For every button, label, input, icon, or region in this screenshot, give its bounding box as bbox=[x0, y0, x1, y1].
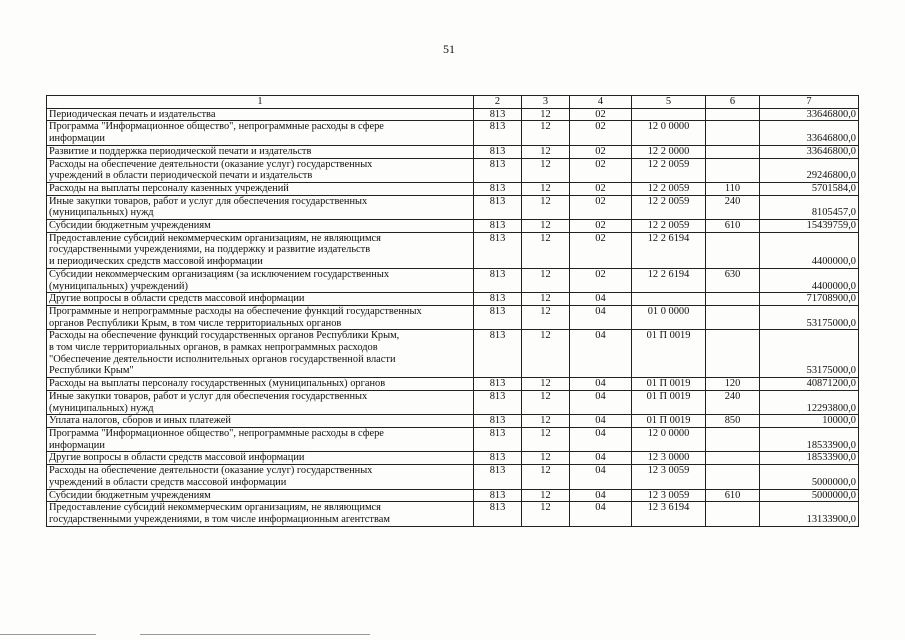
header-cell: 5 bbox=[632, 96, 706, 109]
expense-type-cell bbox=[706, 293, 760, 306]
item-name-cell bbox=[47, 232, 474, 268]
amount-cell: 18533900,0 bbox=[760, 427, 859, 451]
amount-cell: 5000000,0 bbox=[760, 489, 859, 502]
item-name-line: Предоставление субсидий некоммерческим организациям, не являющимся bbox=[49, 502, 381, 514]
subsection-code-cell: 04 bbox=[570, 489, 632, 502]
admin-code-cell: 813 bbox=[474, 452, 522, 465]
section-code-cell: 12 bbox=[522, 293, 570, 306]
target-article-cell: 12 2 0059 bbox=[632, 220, 706, 233]
item-name-cell bbox=[47, 158, 474, 182]
subsection-code-cell: 04 bbox=[570, 502, 632, 526]
item-name-line: Другие вопросы в области средств массовой информации bbox=[49, 293, 305, 305]
target-article-cell bbox=[632, 108, 706, 121]
table-row bbox=[47, 268, 859, 292]
item-name-line: Иные закупки товаров, работ и услуг для обеспечения государственных bbox=[49, 390, 368, 402]
item-name-line: информации bbox=[49, 133, 105, 145]
subsection-code-cell: 04 bbox=[570, 305, 632, 329]
item-name-line: Расходы на обеспечение функций государственных органов Республики Крым, bbox=[49, 330, 400, 342]
item-name-line: (муниципальных) нужд bbox=[49, 402, 154, 414]
section-code-cell: 12 bbox=[522, 195, 570, 219]
item-name-cell bbox=[47, 502, 474, 526]
section-code-cell: 12 bbox=[522, 232, 570, 268]
item-name-cell bbox=[47, 145, 474, 158]
subsection-code-cell: 02 bbox=[570, 145, 632, 158]
item-name-cell bbox=[47, 305, 474, 329]
target-article-cell: 12 2 0000 bbox=[632, 145, 706, 158]
item-name-cell bbox=[47, 182, 474, 195]
header-cell: 7 bbox=[760, 96, 859, 109]
expense-type-cell: 120 bbox=[706, 378, 760, 391]
item-name-line: "Обеспечение деятельности исполнительных органов государственной власти bbox=[49, 353, 396, 365]
section-code-cell: 12 bbox=[522, 330, 570, 378]
subsection-code-cell: 02 bbox=[570, 195, 632, 219]
expense-type-cell: 610 bbox=[706, 489, 760, 502]
amount-cell: 53175000,0 bbox=[760, 305, 859, 329]
admin-code-cell: 813 bbox=[474, 108, 522, 121]
target-article-cell: 12 2 0059 bbox=[632, 158, 706, 182]
admin-code-cell: 813 bbox=[474, 158, 522, 182]
item-name-line: в том числе территориальных органов, в рамках непрограммных расходов bbox=[49, 342, 378, 354]
table-row bbox=[47, 415, 859, 428]
target-article-cell: 12 2 0059 bbox=[632, 195, 706, 219]
item-name-cell bbox=[47, 195, 474, 219]
expense-type-cell bbox=[706, 108, 760, 121]
section-code-cell: 12 bbox=[522, 427, 570, 451]
amount-cell: 33646800,0 bbox=[760, 108, 859, 121]
table-row bbox=[47, 108, 859, 121]
admin-code-cell: 813 bbox=[474, 220, 522, 233]
item-name-line: органов Республики Крым, в том числе территориальных органов bbox=[49, 317, 342, 329]
section-code-cell: 12 bbox=[522, 220, 570, 233]
admin-code-cell: 813 bbox=[474, 195, 522, 219]
table-row bbox=[47, 220, 859, 233]
item-name-line: Иные закупки товаров, работ и услуг для обеспечения государственных bbox=[49, 195, 368, 207]
admin-code-cell: 813 bbox=[474, 182, 522, 195]
target-article-cell: 01 П 0019 bbox=[632, 378, 706, 391]
section-code-cell: 12 bbox=[522, 305, 570, 329]
header-cell: 1 bbox=[47, 96, 474, 109]
item-name-line: Предоставление субсидий некоммерческим организациям, не являющимся bbox=[49, 232, 381, 244]
table-row bbox=[47, 427, 859, 451]
item-name-line: информации bbox=[49, 439, 105, 451]
header-cell: 3 bbox=[522, 96, 570, 109]
table-row bbox=[47, 330, 859, 378]
subsection-code-cell: 02 bbox=[570, 268, 632, 292]
amount-cell: 18533900,0 bbox=[760, 452, 859, 465]
admin-code-cell: 813 bbox=[474, 489, 522, 502]
item-name-cell bbox=[47, 465, 474, 489]
expense-type-cell bbox=[706, 330, 760, 378]
header-row bbox=[47, 96, 859, 109]
item-name-cell bbox=[47, 415, 474, 428]
amount-cell: 8105457,0 bbox=[760, 195, 859, 219]
item-name-line: Расходы на обеспечение деятельности (оказание услуг) государственных bbox=[49, 465, 373, 477]
item-name-line: Расходы на выплаты персоналу казенных учреждений bbox=[49, 182, 289, 194]
target-article-cell: 12 2 0059 bbox=[632, 182, 706, 195]
section-code-cell: 12 bbox=[522, 465, 570, 489]
subsection-code-cell: 04 bbox=[570, 452, 632, 465]
item-name-line: Развитие и поддержка периодической печати и издательств bbox=[49, 145, 312, 157]
expense-type-cell: 610 bbox=[706, 220, 760, 233]
item-name-line: Расходы на обеспечение деятельности (оказание услуг) государственных bbox=[49, 158, 373, 170]
bottom-rule bbox=[140, 634, 370, 635]
section-code-cell: 12 bbox=[522, 452, 570, 465]
item-name-line: Программа "Информационное общество", непрограммные расходы в сфере bbox=[49, 121, 384, 133]
target-article-cell: 12 0 0000 bbox=[632, 427, 706, 451]
admin-code-cell: 813 bbox=[474, 121, 522, 145]
subsection-code-cell: 04 bbox=[570, 330, 632, 378]
target-article-cell: 12 0 0000 bbox=[632, 121, 706, 145]
section-code-cell: 12 bbox=[522, 390, 570, 414]
item-name-line: Субсидии бюджетным учреждениям bbox=[49, 489, 211, 501]
table-row bbox=[47, 232, 859, 268]
header-cell: 6 bbox=[706, 96, 760, 109]
admin-code-cell: 813 bbox=[474, 465, 522, 489]
expense-type-cell: 630 bbox=[706, 268, 760, 292]
page-number: 51 bbox=[443, 42, 455, 56]
amount-cell: 5000000,0 bbox=[760, 465, 859, 489]
subsection-code-cell: 04 bbox=[570, 427, 632, 451]
item-name-cell bbox=[47, 293, 474, 306]
item-name-line: государственными учреждениями, в том числе информационным агентствам bbox=[49, 513, 390, 525]
admin-code-cell: 813 bbox=[474, 390, 522, 414]
subsection-code-cell: 02 bbox=[570, 220, 632, 233]
amount-cell: 4400000,0 bbox=[760, 268, 859, 292]
item-name-line: государственными учреждениями, на поддержку и развитие издательств bbox=[49, 244, 371, 256]
item-name-cell bbox=[47, 330, 474, 378]
amount-cell: 40871200,0 bbox=[760, 378, 859, 391]
amount-cell: 15439759,0 bbox=[760, 220, 859, 233]
section-code-cell: 12 bbox=[522, 268, 570, 292]
item-name-line: (муниципальных) нужд bbox=[49, 207, 154, 219]
section-code-cell: 12 bbox=[522, 158, 570, 182]
item-name-cell bbox=[47, 108, 474, 121]
admin-code-cell: 813 bbox=[474, 305, 522, 329]
amount-cell: 29246800,0 bbox=[760, 158, 859, 182]
amount-cell: 33646800,0 bbox=[760, 145, 859, 158]
subsection-code-cell: 04 bbox=[570, 390, 632, 414]
item-name-line: Республики Крым" bbox=[49, 365, 134, 377]
bottom-rule bbox=[0, 634, 96, 635]
header-cell: 4 bbox=[570, 96, 632, 109]
expense-type-cell bbox=[706, 121, 760, 145]
table-row bbox=[47, 195, 859, 219]
item-name-line: Уплата налогов, сборов и иных платежей bbox=[49, 415, 231, 427]
table-row bbox=[47, 158, 859, 182]
target-article-cell: 12 2 6194 bbox=[632, 232, 706, 268]
admin-code-cell: 813 bbox=[474, 268, 522, 292]
item-name-line: (муниципальных) учреждений) bbox=[49, 280, 188, 292]
target-article-cell: 12 2 6194 bbox=[632, 268, 706, 292]
target-article-cell: 01 П 0019 bbox=[632, 390, 706, 414]
item-name-cell bbox=[47, 452, 474, 465]
subsection-code-cell: 04 bbox=[570, 415, 632, 428]
subsection-code-cell: 02 bbox=[570, 182, 632, 195]
expense-type-cell: 240 bbox=[706, 195, 760, 219]
amount-cell: 13133900,0 bbox=[760, 502, 859, 526]
amount-cell: 4400000,0 bbox=[760, 232, 859, 268]
section-code-cell: 12 bbox=[522, 489, 570, 502]
item-name-line: Субсидии бюджетным учреждениям bbox=[49, 220, 211, 232]
admin-code-cell: 813 bbox=[474, 145, 522, 158]
target-article-cell: 12 3 0000 bbox=[632, 452, 706, 465]
admin-code-cell: 813 bbox=[474, 330, 522, 378]
table-row bbox=[47, 305, 859, 329]
expense-type-cell: 110 bbox=[706, 182, 760, 195]
item-name-line: учреждений в области средств массовой информации bbox=[49, 476, 287, 488]
item-name-cell bbox=[47, 378, 474, 391]
item-name-line: и периодических средств массовой информации bbox=[49, 256, 263, 268]
table-row bbox=[47, 502, 859, 526]
table-row bbox=[47, 378, 859, 391]
item-name-line: Расходы на выплаты персоналу государственных (муниципальных) органов bbox=[49, 378, 386, 390]
item-name-line: Программные и непрограммные расходы на обеспечение функций государственных bbox=[49, 305, 422, 317]
amount-cell: 10000,0 bbox=[760, 415, 859, 428]
table-row bbox=[47, 145, 859, 158]
item-name-cell bbox=[47, 427, 474, 451]
section-code-cell: 12 bbox=[522, 415, 570, 428]
amount-cell: 12293800,0 bbox=[760, 390, 859, 414]
subsection-code-cell: 02 bbox=[570, 121, 632, 145]
target-article-cell: 01 П 0019 bbox=[632, 415, 706, 428]
item-name-cell bbox=[47, 390, 474, 414]
target-article-cell: 01 0 0000 bbox=[632, 305, 706, 329]
admin-code-cell: 813 bbox=[474, 378, 522, 391]
section-code-cell: 12 bbox=[522, 378, 570, 391]
subsection-code-cell: 02 bbox=[570, 108, 632, 121]
header-cell: 2 bbox=[474, 96, 522, 109]
amount-cell: 5701584,0 bbox=[760, 182, 859, 195]
subsection-code-cell: 02 bbox=[570, 232, 632, 268]
section-code-cell: 12 bbox=[522, 502, 570, 526]
section-code-cell: 12 bbox=[522, 121, 570, 145]
table-row bbox=[47, 465, 859, 489]
table-row bbox=[47, 390, 859, 414]
item-name-line: Субсидии некоммерческим организациям (за исключением государственных bbox=[49, 268, 390, 280]
table-row bbox=[47, 121, 859, 145]
target-article-cell bbox=[632, 293, 706, 306]
item-name-line: Периодическая печать и издательства bbox=[49, 108, 216, 120]
item-name-cell bbox=[47, 268, 474, 292]
table-row bbox=[47, 489, 859, 502]
item-name-cell bbox=[47, 489, 474, 502]
amount-cell: 71708900,0 bbox=[760, 293, 859, 306]
expense-type-cell bbox=[706, 158, 760, 182]
item-name-cell bbox=[47, 220, 474, 233]
table-row bbox=[47, 293, 859, 306]
table-row bbox=[47, 452, 859, 465]
section-code-cell: 12 bbox=[522, 108, 570, 121]
target-article-cell: 12 3 6194 bbox=[632, 502, 706, 526]
expense-type-cell bbox=[706, 305, 760, 329]
admin-code-cell: 813 bbox=[474, 502, 522, 526]
table-row bbox=[47, 182, 859, 195]
subsection-code-cell: 04 bbox=[570, 293, 632, 306]
expense-type-cell bbox=[706, 145, 760, 158]
expense-type-cell: 850 bbox=[706, 415, 760, 428]
subsection-code-cell: 04 bbox=[570, 378, 632, 391]
admin-code-cell: 813 bbox=[474, 427, 522, 451]
subsection-code-cell: 04 bbox=[570, 465, 632, 489]
item-name-line: Другие вопросы в области средств массовой информации bbox=[49, 452, 305, 464]
target-article-cell: 12 3 0059 bbox=[632, 489, 706, 502]
target-article-cell: 12 3 0059 bbox=[632, 465, 706, 489]
expense-type-cell: 240 bbox=[706, 390, 760, 414]
item-name-line: Программа "Информационное общество", непрограммные расходы в сфере bbox=[49, 427, 384, 439]
budget-table bbox=[46, 95, 859, 527]
admin-code-cell: 813 bbox=[474, 293, 522, 306]
item-name-line: учреждений в области периодической печати и издательств bbox=[49, 170, 313, 182]
item-name-cell bbox=[47, 121, 474, 145]
section-code-cell: 12 bbox=[522, 182, 570, 195]
expense-type-cell bbox=[706, 465, 760, 489]
expense-type-cell bbox=[706, 452, 760, 465]
expense-type-cell bbox=[706, 427, 760, 451]
amount-cell: 33646800,0 bbox=[760, 121, 859, 145]
amount-cell: 53175000,0 bbox=[760, 330, 859, 378]
subsection-code-cell: 02 bbox=[570, 158, 632, 182]
expense-type-cell bbox=[706, 502, 760, 526]
expense-type-cell bbox=[706, 232, 760, 268]
section-code-cell: 12 bbox=[522, 145, 570, 158]
admin-code-cell: 813 bbox=[474, 232, 522, 268]
target-article-cell: 01 П 0019 bbox=[632, 330, 706, 378]
admin-code-cell: 813 bbox=[474, 415, 522, 428]
